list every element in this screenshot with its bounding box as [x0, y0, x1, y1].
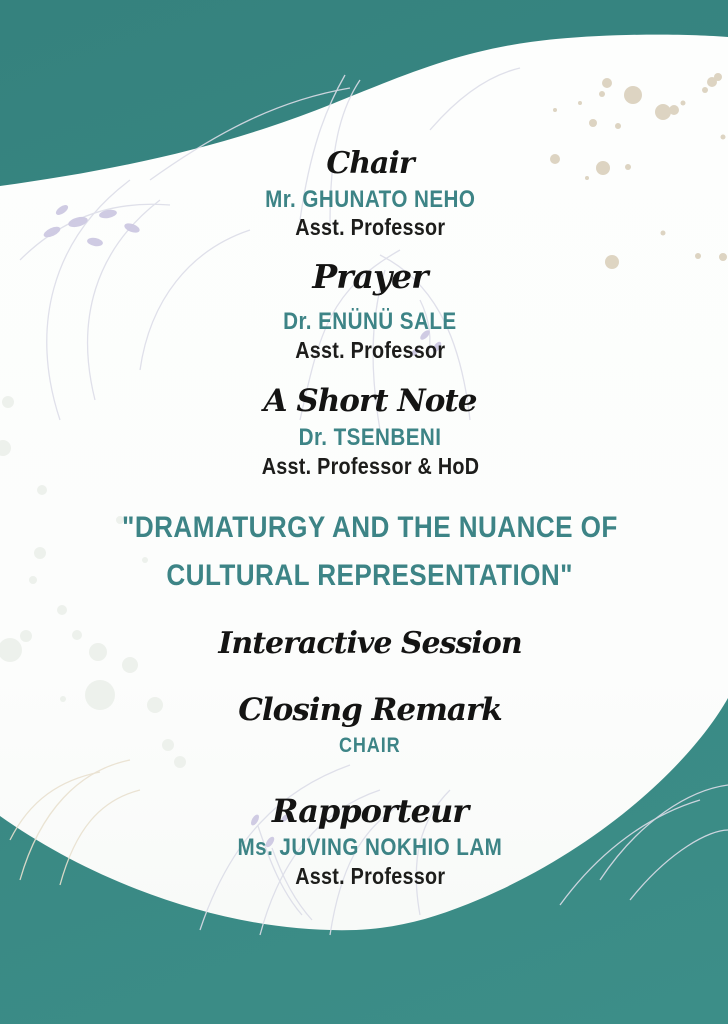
section-interactive-session	[12, 627, 728, 662]
section-theme-title	[12, 506, 728, 602]
section-short-note	[12, 384, 728, 479]
person-role: Asst. Professor	[294, 336, 446, 363]
section-heading: Rapporteur	[271, 792, 469, 830]
section-heading: Interactive Session	[218, 626, 522, 661]
section-heading: A Short Note	[263, 383, 477, 419]
section-heading: Chair	[326, 146, 414, 181]
person-role: Asst. Professor	[294, 214, 446, 241]
section-heading: Closing Remark	[238, 692, 502, 728]
theme-title-line-1: "DRAMATURGY AND THE NUANCE OF	[122, 511, 618, 544]
person-name: Ms. JUVING NOKHIO LAM	[237, 833, 503, 861]
theme-title-line-2: CULTURAL REPRESENTATION"	[166, 559, 574, 592]
section-chair	[12, 147, 728, 240]
program-content	[12, 0, 728, 1024]
person-name: Dr. ENÜNÜ SALE	[283, 307, 457, 335]
person-name: Mr. GHUNATO NEHO	[264, 185, 476, 213]
section-rapporteur	[12, 793, 728, 889]
section-closing-remark	[12, 693, 728, 757]
person-role: Asst. Professor	[294, 862, 446, 889]
section-prayer	[12, 258, 728, 363]
person-role: Asst. Professor & HoD	[261, 452, 479, 479]
section-heading: Prayer	[312, 257, 428, 296]
person-name: CHAIR	[339, 733, 401, 757]
person-name: Dr. TSENBENI	[298, 423, 442, 451]
